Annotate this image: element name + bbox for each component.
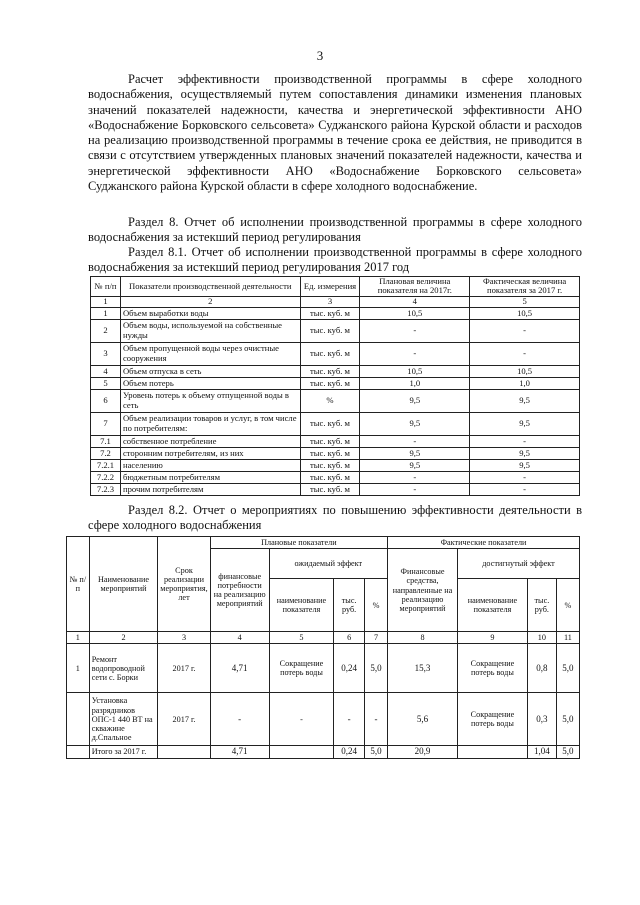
achieved-indicator: Сокращение потерь воды [457,644,527,693]
indicator-name: Объем потерь [120,377,300,389]
fact-value: - [470,471,580,483]
unit: тыс. куб. м [300,459,360,471]
table-row [91,365,580,377]
expected-pct: - [364,693,387,746]
plan-value: 10,5 [360,365,470,377]
achieved-pct: 5,0 [556,693,579,746]
fact-value: - [470,342,580,365]
fact-value: - [470,483,580,495]
header-no: № п/ п [67,537,90,632]
header-term: Срок реализации мероприятия, лет [158,537,210,632]
fact-finance: 5,6 [388,693,458,746]
column-number: 2 [89,632,158,644]
indicator-name: бюджетным потребителям [120,471,300,483]
table-row [91,389,580,412]
unit: тыс. куб. м [300,447,360,459]
plan-finance: - [210,693,269,746]
expected-indicator: Сокращение потерь воды [269,644,334,693]
unit: тыс. куб. м [300,471,360,483]
column-number: 2 [120,296,300,307]
column-number: 3 [300,296,360,307]
indicator-name: Объем выработки воды [120,307,300,319]
fact-value: 9,5 [470,447,580,459]
table-header-row [91,277,580,297]
total-achieved-rub: 1,04 [527,746,556,758]
header-fact: Фактические показатели [388,537,580,549]
column-number: 7 [364,632,387,644]
indicator-name: населению [120,459,300,471]
header-achieved-effect: достигнутый эффект [457,549,579,579]
header-indicator-name: наименование показателя [269,579,334,632]
fact-value: 10,5 [470,365,580,377]
plan-value: 9,5 [360,447,470,459]
indicator-name: Объем отпуска в сеть [120,365,300,377]
indicator-name: сторонним потребителям, из них [120,447,300,459]
row-number: 7 [91,412,121,435]
row-number: 7.2.3 [91,483,121,495]
unit: тыс. куб. м [300,435,360,447]
plan-value: 9,5 [360,412,470,435]
achieved-indicator: Сокращение потерь воды [457,693,527,746]
expected-rub: - [334,693,365,746]
table-row [67,693,580,746]
fact-value: - [470,435,580,447]
row-number: 4 [91,365,121,377]
unit: тыс. куб. м [300,319,360,342]
table-row [91,459,580,471]
table-row [91,471,580,483]
table-row [91,307,580,319]
achieved-rub: 0,8 [527,644,556,693]
plan-value: 9,5 [360,459,470,471]
column-numbers-row [91,296,580,307]
total-row [67,746,580,758]
term: 2017 г. [158,644,210,693]
total-expected-rub: 0,24 [334,746,365,758]
row-number: 3 [91,342,121,365]
row-number: 2 [91,319,121,342]
unit: тыс. куб. м [300,483,360,495]
column-number: 6 [334,632,365,644]
column-number: 1 [91,296,121,307]
row-number: 7.2.1 [91,459,121,471]
unit: тыс. куб. м [300,412,360,435]
section-8-1-heading: Раздел 8.1. Отчет об исполнении производственной программы в сфере холодного водоснабжения за истекший период регулирования 2017 год [88,245,582,275]
column-number: 1 [67,632,90,644]
fact-value: 1,0 [470,377,580,389]
table-row [91,412,580,435]
fact-value: 9,5 [470,459,580,471]
achieved-rub: 0,3 [527,693,556,746]
header-fact-finance: Финансовые средства, направленные на реализацию мероприятий [388,549,458,632]
plan-value: - [360,319,470,342]
efficiency-measures-table [66,536,580,759]
column-number: 10 [527,632,556,644]
fact-finance: 15,3 [388,644,458,693]
plan-value: - [360,471,470,483]
column-number: 9 [457,632,527,644]
unit: тыс. куб. м [300,365,360,377]
header-cell: № п/п [91,277,121,297]
header-rub: тыс. руб. [334,579,365,632]
fact-value: 9,5 [470,412,580,435]
unit: % [300,389,360,412]
plan-value: - [360,435,470,447]
row-number: 7.2 [91,447,121,459]
section-8-heading: Раздел 8. Отчет об исполнении производственной программы в сфере холодного водоснабжения за истекший период регулирования [88,215,582,245]
column-number: 11 [556,632,579,644]
header-cell: Показатели производственной деятельности [120,277,300,297]
header-rub: тыс. руб. [527,579,556,632]
table-row [91,483,580,495]
header-plan: Плановые показатели [210,537,387,549]
term: 2017 г. [158,693,210,746]
measure-name: Ремонт водопроводной сети с. Борки [89,644,158,693]
row-number: 7.1 [91,435,121,447]
total-fact-finance: 20,9 [388,746,458,758]
row-number: 5 [91,377,121,389]
plan-value: 1,0 [360,377,470,389]
indicator-name: Объем воды, используемой на собственные нужды [120,319,300,342]
table-row [67,644,580,693]
column-number: 8 [388,632,458,644]
total-plan-finance: 4,71 [210,746,269,758]
indicator-name: Объем пропущенной воды через очистные сооружения [120,342,300,365]
expected-rub: 0,24 [334,644,365,693]
header-indicator-name: наименование показателя [457,579,527,632]
fact-value: - [470,319,580,342]
section-8-2-heading: Раздел 8.2. Отчет о мероприятиях по повышению эффективности деятельности в сфере холодного водоснабжения [88,503,582,533]
column-number: 5 [269,632,334,644]
production-program-table [90,276,580,496]
column-number: 4 [210,632,269,644]
plan-value: - [360,342,470,365]
measure-name: Установка разрядников ОПС-1 440 ВТ на скважине д.Спальное [89,693,158,746]
achieved-pct: 5,0 [556,644,579,693]
unit: тыс. куб. м [300,342,360,365]
row-number: 1 [91,307,121,319]
column-numbers-row [67,632,580,644]
indicator-name: Уровень потерь к объему отпущенной воды в сеть [120,389,300,412]
total-achieved-pct: 5,0 [556,746,579,758]
row-number [67,693,90,746]
header-measure-name: Наименование мероприятий [89,537,158,632]
unit: тыс. куб. м [300,307,360,319]
row-number: 1 [67,644,90,693]
total-label: Итого за 2017 г. [89,746,158,758]
page-number: 3 [316,48,324,63]
indicator-name: прочим потребителям [120,483,300,495]
header-pct: % [556,579,579,632]
header-pct: % [364,579,387,632]
table-row [91,377,580,389]
indicator-name: Объем реализации товаров и услуг, в том числе по потребителям: [120,412,300,435]
unit: тыс. куб. м [300,377,360,389]
fact-value: 9,5 [470,389,580,412]
plan-value: 10,5 [360,307,470,319]
total-expected-pct: 5,0 [364,746,387,758]
table-row [91,319,580,342]
fact-value: 10,5 [470,307,580,319]
header-cell: Плановая величина показателя на 2017г. [360,277,470,297]
plan-finance: 4,71 [210,644,269,693]
header-expected-effect: ожидаемый эффект [269,549,387,579]
column-number: 4 [360,296,470,307]
table-row [91,447,580,459]
column-number: 3 [158,632,210,644]
intro-paragraph: Расчет эффективности производственной программы в сфере холодного водоснабжения, осуществляемый путем сопоставления динамики изменения плановых значений показателей надежности, качества и энергетической эффективности АНО «Водоснабжение Борковского сельсовета» Суджанского района Курской области и расходов на реализацию производственной программы в течение срока ее действия, не приводится в связи с отсутствием утвержденных плановых значений показателей надежности, качества и энергетической эффективности АНО «Водоснабжение Борковского сельсовета» Суджанского района Курской области в сфере холодного водоснабжение. [88,72,582,194]
column-number: 5 [470,296,580,307]
plan-value: - [360,483,470,495]
plan-value: 9,5 [360,389,470,412]
row-number: 7.2.2 [91,471,121,483]
header-plan-finance: финансовые потребности на реализацию мероприятий [210,549,269,632]
indicator-name: собственное потребление [120,435,300,447]
table-row [91,342,580,365]
row-number: 6 [91,389,121,412]
expected-pct: 5,0 [364,644,387,693]
header-cell: Фактическая величина показателя за 2017 г. [470,277,580,297]
table-row [91,435,580,447]
expected-indicator: - [269,693,334,746]
header-cell: Ед. измерения [300,277,360,297]
